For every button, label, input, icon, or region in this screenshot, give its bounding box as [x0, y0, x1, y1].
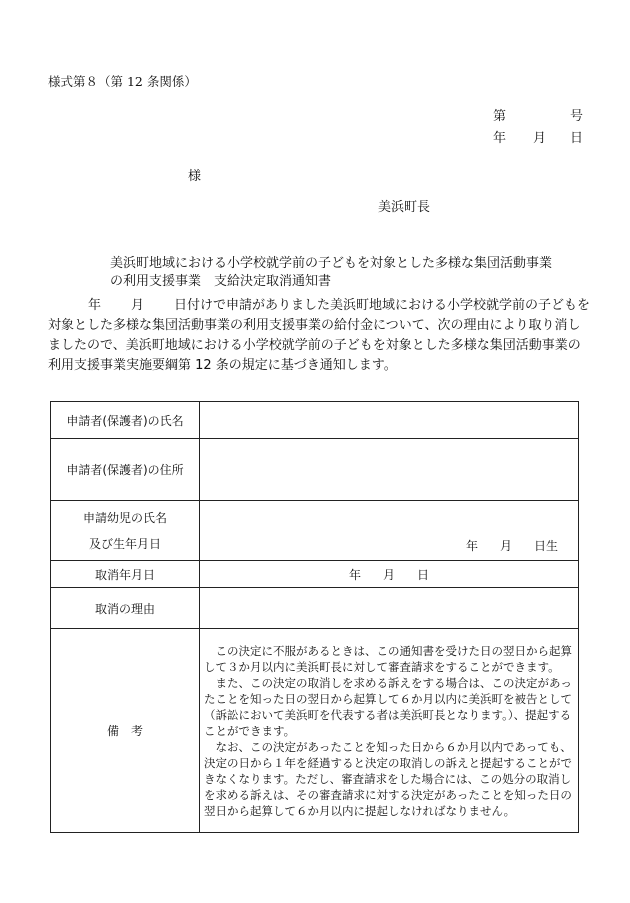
document-number-label: 第 — [493, 109, 507, 124]
birth-day-label: 日生 — [533, 539, 558, 553]
form-number: 様式第８（第 12 条関係） — [48, 74, 197, 89]
intro-paragraph — [48, 296, 591, 376]
cancel-date-label: 取消年月日 — [51, 561, 200, 588]
remarks-paragraph-3: なお、この決定があったことを知った日から６か月以内であっても、決定の日から１年を経過すると決定の取消しの訴えと提起することができなくなります。ただし、審査請求をした場合には、この処分の取消しを求める訴えは、その審査請求に対する決定があったことを知った日の翌日から起算して６か月以内に提起しなければなりません。 — [204, 739, 572, 818]
cancel-year-label: 年 — [348, 567, 361, 582]
applicant-address-row — [51, 439, 579, 501]
remarks-paragraph-1: この決定に不服があるときは、この通知書を受けた日の翌日から起算して３か月以内に美浜町長に対して審査請求をすることができます。 — [204, 643, 572, 674]
recipient-honorific: 様 — [188, 169, 202, 184]
intro-line-2: 対象とした多様な集団活動事業の利用支援事業の給付金について、次の理由により取り消し — [48, 318, 581, 333]
birth-date — [466, 537, 558, 554]
remarks-paragraph-2: また、この決定の取消しを求める訴えをする場合は、この決定があったことを知った日の翌日から起算して６か月以内に美浜町を被告として（訴訟において美浜町を代表する者は美浜町長となります。）、提起することができます。 — [204, 675, 572, 738]
child-row — [51, 501, 579, 561]
remarks-label: 備 考 — [51, 629, 200, 833]
issue-year-label: 年 — [493, 131, 507, 146]
child-field[interactable] — [200, 501, 579, 561]
intro-line-1 — [48, 296, 591, 316]
document-number-suffix: 号 — [570, 109, 584, 124]
applicant-address-field[interactable] — [200, 439, 579, 501]
intro-month: 月 — [131, 298, 145, 313]
child-label — [51, 501, 200, 561]
cancel-reason-field[interactable] — [200, 588, 579, 629]
birth-year-label: 年 — [465, 539, 478, 553]
intro-year: 年 — [88, 298, 102, 313]
child-label-line1: 申請幼児の氏名 — [82, 510, 167, 525]
intro-line-3: ましたので、美浜町地域における小学校就学前の子どもを対象とした多様な集団活動事業の — [48, 338, 581, 353]
birth-month-label: 月 — [499, 539, 512, 553]
applicant-name-field[interactable] — [200, 402, 579, 439]
document-title-line2: の利用支援事業 支給決定取消通知書 — [110, 274, 332, 289]
applicant-address-label: 申請者(保護者)の住所 — [51, 439, 200, 501]
issuer-name: 美浜町長 — [378, 200, 431, 215]
cancel-date-row — [51, 561, 579, 588]
remarks-row — [51, 629, 579, 833]
cancel-reason-row — [51, 588, 579, 629]
intro-line1-text: 日付けで申請がありました美浜町地域における小学校就学前の子どもを — [174, 298, 591, 313]
cancel-month-label: 月 — [382, 567, 395, 582]
cancel-date-field[interactable] — [200, 561, 579, 588]
document-title-line1: 美浜町地域における小学校就学前の子どもを対象とした多様な集団活動事業 — [110, 256, 553, 271]
issue-month-label: 月 — [533, 131, 547, 146]
applicant-name-row — [51, 402, 579, 439]
intro-line-4: 利用支援事業実施要綱第 12 条の規定に基づき通知します。 — [48, 358, 397, 373]
issue-day-label: 日 — [570, 131, 584, 146]
notice-table — [50, 401, 579, 833]
cancel-day-label: 日 — [417, 567, 430, 582]
applicant-name-label: 申請者(保護者)の氏名 — [51, 402, 200, 439]
remarks-text — [200, 629, 579, 833]
cancel-reason-label: 取消の理由 — [51, 588, 200, 629]
cancel-date — [200, 566, 578, 583]
child-label-line2: 及び生年月日 — [88, 536, 161, 551]
